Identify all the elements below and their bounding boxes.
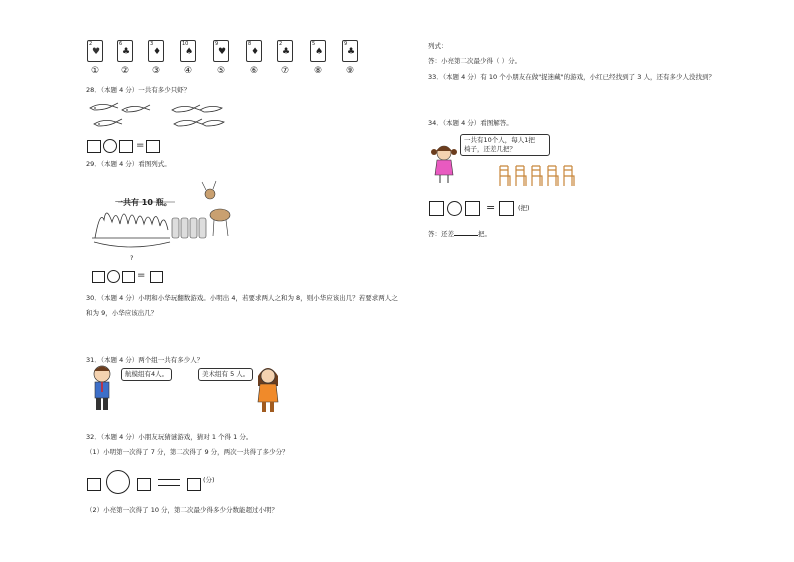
formula-label: 列式： <box>428 42 448 50</box>
playing-card: 10 ♠ <box>180 40 196 62</box>
answer-box[interactable] <box>146 140 160 153</box>
card-number: ⑤ <box>216 66 226 76</box>
card-number: ③ <box>151 66 161 76</box>
answer-box[interactable] <box>150 271 163 283</box>
club-icon: ♣ <box>282 47 291 57</box>
diamond-icon: ♦ <box>251 47 260 57</box>
card-number: ⑦ <box>280 66 290 76</box>
card-number: ① <box>90 66 100 76</box>
card-number: ⑨ <box>345 66 355 76</box>
chairs-image <box>498 164 582 188</box>
card-number: ④ <box>183 66 193 76</box>
q34-bubble-line2: 椅子，还差几把？ <box>464 145 516 153</box>
question-33-text: 33．（本题 4 分）有 10 个小朋友在做"捉迷藏"的游戏，小红已经找到了 3 人，还有多少人没找到？ <box>428 73 715 81</box>
q34-bubble-line1: 一共有10个人，每人1把 <box>464 136 535 144</box>
q29-unknown: ? <box>130 254 134 262</box>
q34-answer-suffix: 把。 <box>478 230 491 238</box>
operator-circle[interactable] <box>107 270 120 283</box>
playing-card: 2 ♣ <box>277 40 293 62</box>
answer-box[interactable] <box>187 478 201 491</box>
equals-sign <box>158 479 180 486</box>
girl-with-pigtails <box>431 143 457 185</box>
equals-sign: = <box>137 270 146 281</box>
speech-bubble-right: 美术组有 5 人。 <box>198 368 253 381</box>
playing-card: 9 ♣ <box>342 40 358 62</box>
spade-icon: ♠ <box>185 47 194 57</box>
playing-card: 6 ♣ <box>117 40 133 62</box>
q34-answer-prefix: 答：还差 <box>428 230 454 238</box>
boy-figure <box>88 364 116 414</box>
answer-box[interactable] <box>499 201 514 216</box>
operator-circle[interactable] <box>103 139 117 153</box>
heart-icon: ♥ <box>92 47 101 57</box>
card-number: ⑧ <box>313 66 323 76</box>
grass-and-bottles-image <box>90 180 240 260</box>
answer-box[interactable] <box>122 271 135 283</box>
q34-answer-line <box>428 228 491 239</box>
shrimp-group-left <box>86 100 156 134</box>
answer-q32: 答：小亮第二次最少得（ ）分。 <box>428 57 522 65</box>
q34-answer-blank[interactable] <box>454 228 478 236</box>
answer-box[interactable] <box>87 478 101 491</box>
playing-card: 2 ♥ <box>87 40 103 62</box>
answer-box[interactable] <box>429 201 444 216</box>
question-32-text: 32．（本题 4 分）小朋友玩猜谜游戏，猜对 1 个得 1 分。 <box>86 433 253 441</box>
playing-card: 5 ♠ <box>310 40 326 62</box>
playing-card: 3 ♦ <box>148 40 164 62</box>
diamond-icon: ♦ <box>153 47 162 57</box>
question-32-sub2: （2）小亮第一次得了 10 分，第二次最少得多少分数能超过小明？ <box>86 506 279 514</box>
question-30-line1: 30．（本题 4 分）小明和小华玩翻数游戏。小明出 4，若要求两人之和为 8，则小华应该出几？若要求两人之 <box>86 294 398 302</box>
question-29-text: 29．（本题 4 分）看图列式。 <box>86 160 171 168</box>
answer-box[interactable] <box>87 140 101 153</box>
unit-label: (把) <box>518 204 530 212</box>
answer-box[interactable] <box>119 140 133 153</box>
club-icon: ♣ <box>347 47 356 57</box>
question-31-text: 31．（本题 4 分）两个组一共有多少人？ <box>86 356 204 364</box>
question-32-sub1: （1）小明第一次得了 7 分，第二次得了 9 分，两次一共得了多少分？ <box>86 448 289 456</box>
club-icon: ♣ <box>122 47 131 57</box>
unit-label: (分) <box>203 476 215 484</box>
shrimp-group-right <box>168 102 228 134</box>
speech-bubble-left: 航模组有4人。 <box>121 368 172 381</box>
card-number: ⑥ <box>249 66 259 76</box>
heart-icon: ♥ <box>218 47 227 57</box>
question-28-text: 28．（本题 4 分）一共有多少只虾？ <box>86 86 191 94</box>
answer-box[interactable] <box>465 201 480 216</box>
operator-circle[interactable] <box>447 201 462 216</box>
answer-box[interactable] <box>137 478 151 491</box>
answer-box[interactable] <box>92 271 105 283</box>
question-30-line2: 和为 9，小华应该出几？ <box>86 309 158 317</box>
card-number: ② <box>120 66 130 76</box>
playing-card: 9 ♥ <box>213 40 229 62</box>
equals-sign: = <box>136 140 145 151</box>
equals-sign: = <box>486 201 496 214</box>
q34-speech-bubble <box>460 134 550 156</box>
spade-icon: ♠ <box>315 47 324 57</box>
playing-card: 8 ♦ <box>246 40 262 62</box>
question-34-text: 34．（本题 4 分）看图解答。 <box>428 119 513 127</box>
girl-figure <box>254 364 282 414</box>
operator-circle[interactable] <box>106 470 130 494</box>
q29-caption: 一共有 10 瓶。 <box>115 198 172 207</box>
